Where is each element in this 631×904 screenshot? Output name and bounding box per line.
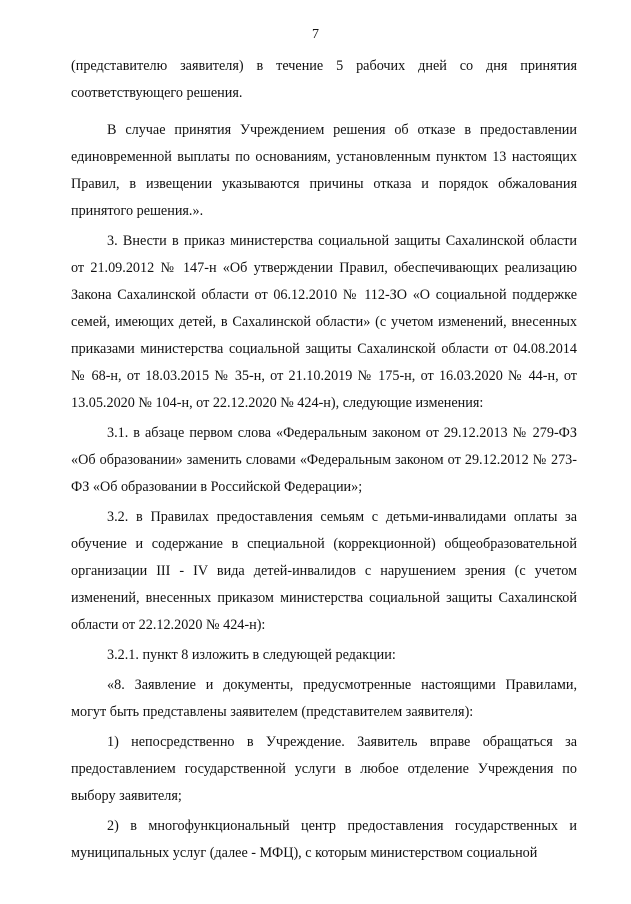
- paragraph-6: 3.2.1. пункт 8 изложить в следующей редакции:: [107, 647, 396, 663]
- document-body: [71, 53, 577, 870]
- paragraph-4: 3.1. в абзаце первом слова «Федеральным законом от 29.12.2013 № 279-ФЗ «Об образовании» заменить словами «Федеральным законом от 29.12.2012 № 273-ФЗ «Об образовании в Российской Федерации»;: [71, 425, 577, 495]
- paragraph-3: 3. Внести в приказ министерства социальной защиты Сахалинской области от 21.09.2012 № 147-н «Об утверждении Правил, обеспечивающих реализацию Закона Сахалинской области от 06.12.2010 № 112-ЗО «О социальной поддержке семей, имеющих детей, в Сахалинской области» (с учетом изменений, внесенных приказами министерства социальной защиты Сахалинской области от 04.08.2014 № 68-н, от 18.03.2015 № 35-н, от 21.10.2019 № 175-н, от 16.03.2020 № 44-н, от 13.05.2020 № 104-н, от 22.12.2020 № 424-н), следующие изменения:: [71, 233, 577, 411]
- paragraph-5: 3.2. в Правилах предоставления семьям с детьми-инвалидами оплаты за обучение и содержание в специальной (коррекционной) общеобразовательной организации III - IV вида детей-инвалидов с нарушением зрения (с учетом изменений, внесенных приказом министерства социальной защиты Сахалинской области от 22.12.2020 № 424-н):: [71, 509, 577, 633]
- paragraph-9: 2) в многофункциональный центр предоставления государственных и муниципальных услуг (далее - МФЦ), с которым министерством социальной: [71, 818, 577, 861]
- paragraph-8: 1) непосредственно в Учреждение. Заявитель вправе обращаться за предоставлением государственной услуги в любое отделение Учреждения по выбору заявителя;: [71, 734, 577, 804]
- page-number: 7: [312, 27, 319, 42]
- paragraph-7: «8. Заявление и документы, предусмотренные настоящими Правилами, могут быть представлены заявителем (представителем заявителя):: [71, 677, 577, 720]
- paragraph-2: В случае принятия Учреждением решения об отказе в предоставлении единовременной выплаты по основаниям, установленным пунктом 13 настоящих Правил, в извещении указываются причины отказа и порядок обжалования принятого решения.».: [71, 122, 577, 219]
- paragraph-1: (представителю заявителя) в течение 5 рабочих дней со дня принятия соответствующего решения.: [71, 58, 577, 101]
